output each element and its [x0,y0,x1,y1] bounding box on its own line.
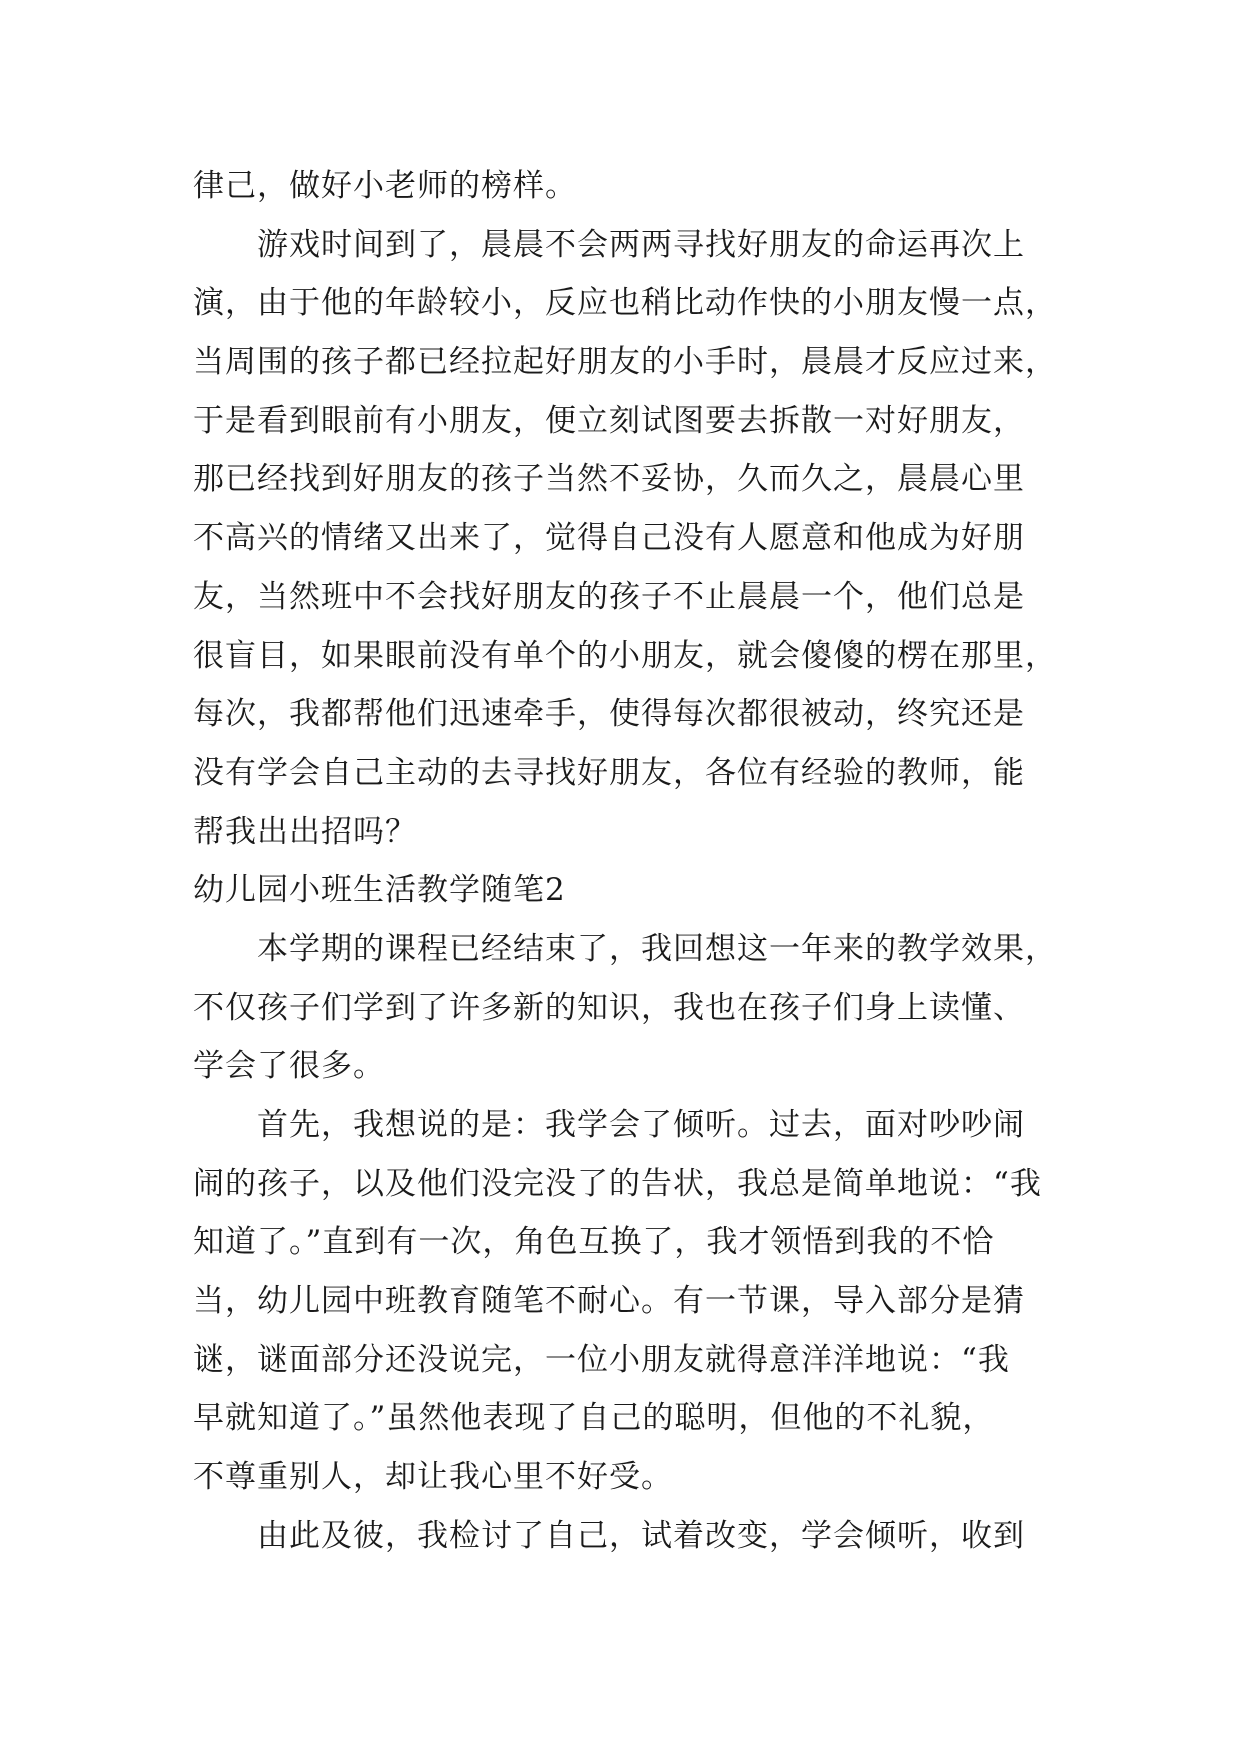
text-line: 闹的孩子，以及他们没完没了的告状，我总是简单地说：“我 [193,1165,1042,1202]
text-line: 当周围的孩子都已经拉起好朋友的小手时，晨晨才反应过来， [193,344,1057,381]
text-line: 当，幼儿园中班教育随笔不耐心。有一节课，导入部分是猜 [193,1283,1025,1320]
text-line: 不高兴的情绪又出来了，觉得自己没有人愿意和他成为好朋 [193,520,1025,557]
text-line: 没有学会自己主动的去寻找好朋友，各位有经验的教师，能 [193,754,1025,791]
text-line: 早就知道了。”虽然他表现了自己的聪明，但他的不礼貌， [193,1400,995,1437]
text-line: 演，由于他的年龄较小，反应也稍比动作快的小朋友慢一点， [193,285,1057,322]
text-line: 知道了。”直到有一次，角色互换了，我才领悟到我的不恰 [193,1224,995,1261]
text-line: 很盲目，如果眼前没有单个的小朋友，就会傻傻的楞在那里， [193,637,1057,674]
text-line: 友，当然班中不会找好朋友的孩子不止晨晨一个，他们总是 [193,578,1025,615]
body-text [193,157,1058,1566]
text-line: 不仅孩子们学到了许多新的知识，我也在孩子们身上读懂、 [193,989,1025,1026]
text-line: 本学期的课程已经结束了，我回想这一年来的教学效果， [257,930,1057,967]
text-line: 首先，我想说的是：我学会了倾听。过去，面对吵吵闹 [257,1107,1025,1143]
text-line: 不尊重别人，却让我心里不好受。 [193,1459,673,1496]
text-line: 那已经找到好朋友的孩子当然不妥协，久而久之，晨晨心里 [193,461,1025,498]
text-line: 由此及彼，我检讨了自己，试着改变，学会倾听，收到 [257,1517,1025,1554]
text-line: 游戏时间到了，晨晨不会两两寻找好朋友的命运再次上 [257,226,1025,263]
text-line: 谜，谜面部分还没说完，一位小朋友就得意洋洋地说：“我 [193,1341,1010,1378]
text-line: 帮我出出招吗？ [193,813,417,850]
text-line: 于是看到眼前有小朋友，便立刻试图要去拆散一对好朋友， [193,402,1025,439]
text-line: 律己，做好小老师的榜样。 [193,168,577,204]
section-heading: 幼儿园小班生活教学随笔2 [193,872,566,909]
text-line: 每次，我都帮他们迅速牵手，使得每次都很被动，终究还是 [193,696,1025,733]
text-line: 学会了很多。 [193,1048,385,1085]
